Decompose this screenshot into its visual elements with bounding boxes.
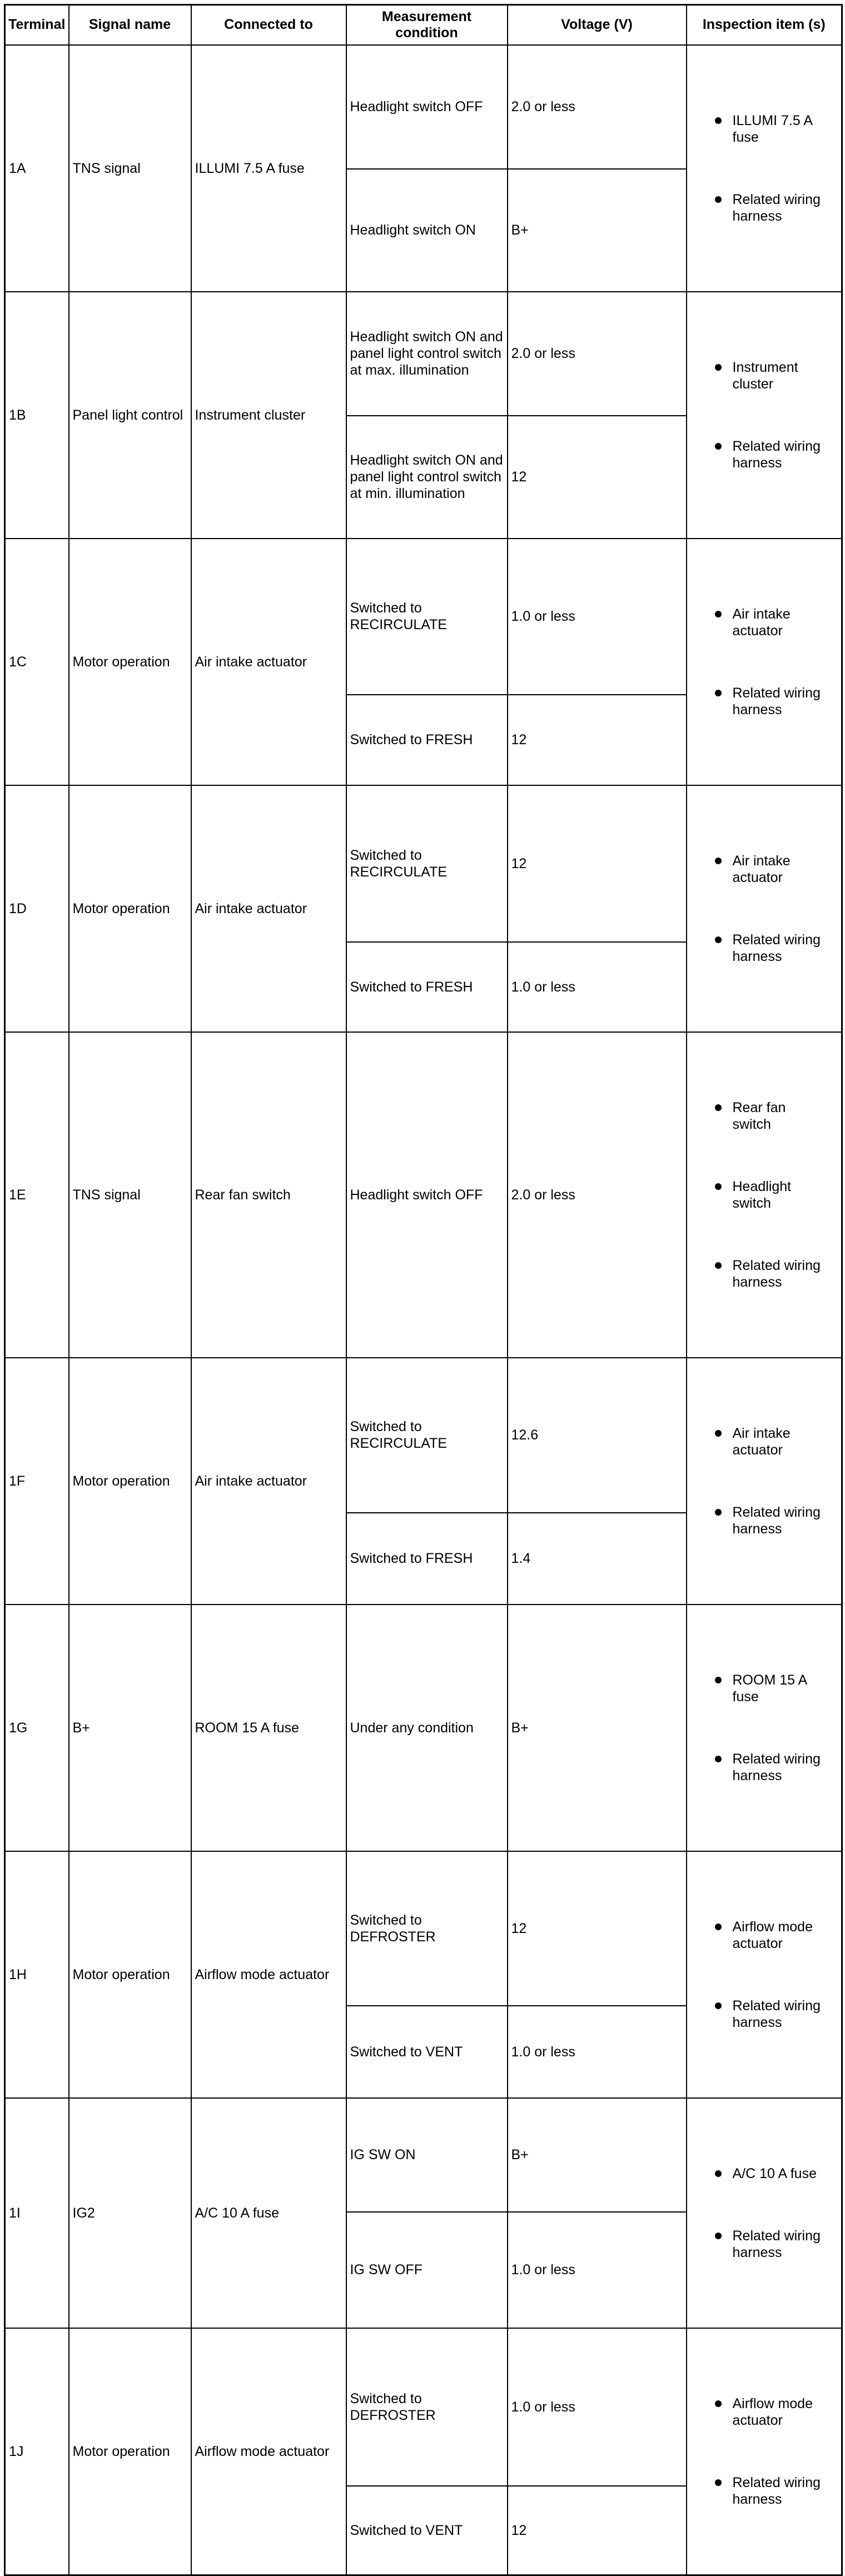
inspection-item-text: Related wiring harness bbox=[732, 1751, 821, 1783]
inspection-item bbox=[687, 438, 842, 471]
inspection-item-text: Rear fan switch bbox=[732, 1099, 786, 1132]
terminal-cell: 1D bbox=[5, 785, 69, 1032]
inspection-item bbox=[687, 1919, 842, 1952]
inspection-item-list bbox=[687, 2362, 842, 2541]
inspection-item-list bbox=[687, 1392, 842, 1571]
signal-name-cell: Panel light control bbox=[69, 292, 191, 539]
signal-name-cell: TNS signal bbox=[69, 45, 191, 292]
connected-to-cell: Air intake actuator bbox=[191, 1358, 346, 1605]
connected-to-cell: ROOM 15 A fuse bbox=[191, 1605, 346, 1851]
inspection-item bbox=[687, 685, 842, 718]
voltage-cell: 2.0 or less bbox=[508, 45, 687, 169]
terminal-cell: 1A bbox=[5, 45, 69, 292]
measurement-condition-cell: Headlight switch ON bbox=[346, 169, 508, 292]
inspection-item-text: Related wiring harness bbox=[732, 931, 821, 964]
connected-to-cell: Air intake actuator bbox=[191, 785, 346, 1032]
terminal-cell: 1I bbox=[5, 2098, 69, 2328]
connected-to-cell: Instrument cluster bbox=[191, 292, 346, 539]
voltage-cell: B+ bbox=[508, 169, 687, 292]
inspection-item bbox=[687, 2395, 842, 2429]
inspection-items-cell bbox=[687, 45, 842, 292]
inspection-items-cell bbox=[687, 785, 842, 1032]
inspection-item bbox=[687, 606, 842, 639]
measurement-condition-cell: Switched to VENT bbox=[346, 2006, 508, 2098]
inspection-items-cell bbox=[687, 1605, 842, 1851]
bullet-icon bbox=[715, 2400, 722, 2407]
inspection-item-list bbox=[687, 1638, 842, 1817]
signal-name-cell: B+ bbox=[69, 1605, 191, 1851]
inspection-item-text: Airflow mode actuator bbox=[732, 2395, 813, 2428]
inspection-items-cell bbox=[687, 1851, 842, 2098]
inspection-item-text: Airflow mode actuator bbox=[732, 1919, 813, 1951]
measurement-condition-cell: Headlight switch OFF bbox=[346, 45, 508, 169]
inspection-item-text: Air intake actuator bbox=[732, 853, 791, 885]
voltage-cell: 1.0 or less bbox=[508, 2328, 687, 2487]
inspection-item bbox=[687, 2228, 842, 2261]
bullet-icon bbox=[715, 936, 722, 943]
measurement-condition-cell: Switched to FRESH bbox=[346, 1513, 508, 1605]
bullet-icon bbox=[715, 611, 722, 617]
inspection-item bbox=[687, 191, 842, 225]
voltage-cell: 1.0 or less bbox=[508, 2006, 687, 2098]
table-row-1a bbox=[5, 45, 842, 169]
terminal-cell: 1F bbox=[5, 1358, 69, 1605]
bullet-icon bbox=[715, 1924, 722, 1930]
inspection-item bbox=[687, 931, 842, 965]
inspection-item-text: Related wiring harness bbox=[732, 1997, 821, 2030]
terminal-cell: 1C bbox=[5, 539, 69, 785]
header-signal-name: Signal name bbox=[69, 5, 191, 45]
inspection-item-list bbox=[687, 819, 842, 998]
table-row-1b bbox=[5, 292, 842, 416]
inspection-item-text: Related wiring harness bbox=[732, 2228, 821, 2260]
inspection-item-list bbox=[687, 572, 842, 751]
inspection-item-list bbox=[687, 1885, 842, 2064]
inspection-items-cell bbox=[687, 292, 842, 539]
signal-name-cell: TNS signal bbox=[69, 1032, 191, 1358]
inspection-item-text: Related wiring harness bbox=[732, 191, 821, 224]
inspection-items-cell bbox=[687, 2098, 842, 2328]
inspection-item bbox=[687, 1997, 842, 2031]
inspection-item-text: ILLUMI 7.5 A fuse bbox=[732, 112, 813, 145]
bullet-icon bbox=[715, 1430, 722, 1437]
inspection-items-cell bbox=[687, 539, 842, 785]
signal-name-cell: IG2 bbox=[69, 2098, 191, 2328]
header-row bbox=[5, 5, 842, 45]
table-row-1c bbox=[5, 539, 842, 695]
terminal-cell: 1G bbox=[5, 1605, 69, 1851]
inspection-item bbox=[687, 1672, 842, 1705]
inspection-item-text: Related wiring harness bbox=[732, 685, 821, 718]
bullet-icon bbox=[715, 690, 722, 696]
inspection-item bbox=[687, 1425, 842, 1458]
header-terminal: Terminal bbox=[5, 5, 69, 45]
inspection-item bbox=[687, 2165, 842, 2182]
terminal-cell: 1H bbox=[5, 1851, 69, 2098]
signal-name-cell: Motor operation bbox=[69, 1851, 191, 2098]
voltage-cell: 1.0 or less bbox=[508, 2212, 687, 2328]
inspection-item-text: Related wiring harness bbox=[732, 1504, 821, 1537]
inspection-item bbox=[687, 853, 842, 886]
connected-to-cell: ILLUMI 7.5 A fuse bbox=[191, 45, 346, 292]
connected-to-cell: Airflow mode actuator bbox=[191, 1851, 346, 2098]
signal-name-cell: Motor operation bbox=[69, 1358, 191, 1605]
measurement-condition-cell: Switched to DEFROSTER bbox=[346, 1851, 508, 2006]
terminal-voltage-table bbox=[4, 4, 843, 2576]
voltage-cell: 1.4 bbox=[508, 1513, 687, 1605]
bullet-icon bbox=[715, 858, 722, 864]
inspection-item bbox=[687, 2474, 842, 2508]
inspection-item bbox=[687, 359, 842, 392]
table-row-1d bbox=[5, 785, 842, 943]
header-connected-to: Connected to bbox=[191, 5, 346, 45]
measurement-condition-cell: Switched to VENT bbox=[346, 2486, 508, 2575]
table-row-1e bbox=[5, 1032, 842, 1358]
bullet-icon bbox=[715, 1183, 722, 1190]
bullet-icon bbox=[715, 364, 722, 371]
voltage-cell: 1.0 or less bbox=[508, 942, 687, 1032]
voltage-cell: 1.0 or less bbox=[508, 539, 687, 695]
connected-to-cell: Airflow mode actuator bbox=[191, 2328, 346, 2575]
inspection-item-text: Related wiring harness bbox=[732, 2474, 821, 2507]
measurement-condition-cell: Switched to RECIRCULATE bbox=[346, 539, 508, 695]
inspection-item bbox=[687, 1257, 842, 1291]
measurement-condition-cell: Headlight switch OFF bbox=[346, 1032, 508, 1358]
inspection-items-cell bbox=[687, 2328, 842, 2575]
voltage-cell: 12 bbox=[508, 695, 687, 785]
measurement-condition-cell: Headlight switch ON and panel light control switch at max. illumination bbox=[346, 292, 508, 416]
inspection-item bbox=[687, 112, 842, 146]
bullet-icon bbox=[715, 1677, 722, 1683]
bullet-icon bbox=[715, 1262, 722, 1269]
measurement-condition-cell: IG SW OFF bbox=[346, 2212, 508, 2328]
terminal-cell: 1B bbox=[5, 292, 69, 539]
inspection-item-text: Air intake actuator bbox=[732, 606, 791, 639]
bullet-icon bbox=[715, 443, 722, 450]
inspection-item-text: Headlight switch bbox=[732, 1178, 792, 1211]
inspection-item-list bbox=[687, 2132, 842, 2294]
voltage-cell: 12 bbox=[508, 416, 687, 539]
voltage-cell: 12 bbox=[508, 1851, 687, 2006]
bullet-icon bbox=[715, 1756, 722, 1762]
measurement-condition-cell: Switched to RECIRCULATE bbox=[346, 1358, 508, 1513]
connected-to-cell: Air intake actuator bbox=[191, 539, 346, 785]
inspection-item bbox=[687, 1178, 842, 1212]
inspection-item bbox=[687, 1099, 842, 1133]
inspection-items-cell bbox=[687, 1032, 842, 1358]
bullet-icon bbox=[715, 1104, 722, 1111]
signal-name-cell: Motor operation bbox=[69, 2328, 191, 2575]
voltage-cell: B+ bbox=[508, 2098, 687, 2212]
header-measurement-condition: Measurement condition bbox=[346, 5, 508, 45]
measurement-condition-cell: Switched to RECIRCULATE bbox=[346, 785, 508, 943]
inspection-item-text: A/C 10 A fuse bbox=[732, 2165, 817, 2181]
bullet-icon bbox=[715, 117, 722, 124]
inspection-item-text: Related wiring harness bbox=[732, 1257, 821, 1290]
bullet-icon bbox=[715, 2170, 722, 2177]
bullet-icon bbox=[715, 2479, 722, 2486]
inspection-item-list bbox=[687, 79, 842, 258]
connected-to-cell: Rear fan switch bbox=[191, 1032, 346, 1358]
terminal-cell: 1J bbox=[5, 2328, 69, 2575]
header-inspection-items: Inspection item (s) bbox=[687, 5, 842, 45]
measurement-condition-cell: Switched to DEFROSTER bbox=[346, 2328, 508, 2487]
inspection-item-text: Air intake actuator bbox=[732, 1425, 791, 1458]
measurement-condition-cell: Switched to FRESH bbox=[346, 695, 508, 785]
inspection-items-cell bbox=[687, 1358, 842, 1605]
inspection-item-text: Related wiring harness bbox=[732, 438, 821, 471]
signal-name-cell: Motor operation bbox=[69, 539, 191, 785]
measurement-condition-cell: Switched to FRESH bbox=[346, 942, 508, 1032]
bullet-icon bbox=[715, 1509, 722, 1516]
bullet-icon bbox=[715, 196, 722, 203]
inspection-item-list bbox=[687, 326, 842, 505]
voltage-cell: 12 bbox=[508, 2486, 687, 2575]
table-row-1f bbox=[5, 1358, 842, 1513]
measurement-condition-cell: Headlight switch ON and panel light control switch at min. illumination bbox=[346, 416, 508, 539]
table-row-1j bbox=[5, 2328, 842, 2487]
table-row-1i bbox=[5, 2098, 842, 2212]
measurement-condition-cell: Under any condition bbox=[346, 1605, 508, 1851]
voltage-cell: B+ bbox=[508, 1605, 687, 1851]
voltage-cell: 2.0 or less bbox=[508, 292, 687, 416]
bullet-icon bbox=[715, 2002, 722, 2009]
table-row-1g bbox=[5, 1605, 842, 1851]
connected-to-cell: A/C 10 A fuse bbox=[191, 2098, 346, 2328]
inspection-item bbox=[687, 1504, 842, 1537]
inspection-item-text: Instrument cluster bbox=[732, 359, 798, 392]
voltage-cell: 12 bbox=[508, 785, 687, 943]
voltage-cell: 2.0 or less bbox=[508, 1032, 687, 1358]
terminal-cell: 1E bbox=[5, 1032, 69, 1358]
inspection-item-list bbox=[687, 1066, 842, 1324]
voltage-cell: 12.6 bbox=[508, 1358, 687, 1513]
table-row-1h bbox=[5, 1851, 842, 2006]
inspection-item bbox=[687, 1751, 842, 1784]
inspection-item-text: ROOM 15 A fuse bbox=[732, 1672, 808, 1705]
signal-name-cell: Motor operation bbox=[69, 785, 191, 1032]
bullet-icon bbox=[715, 2233, 722, 2239]
measurement-condition-cell: IG SW ON bbox=[346, 2098, 508, 2212]
header-voltage: Voltage (V) bbox=[508, 5, 687, 45]
